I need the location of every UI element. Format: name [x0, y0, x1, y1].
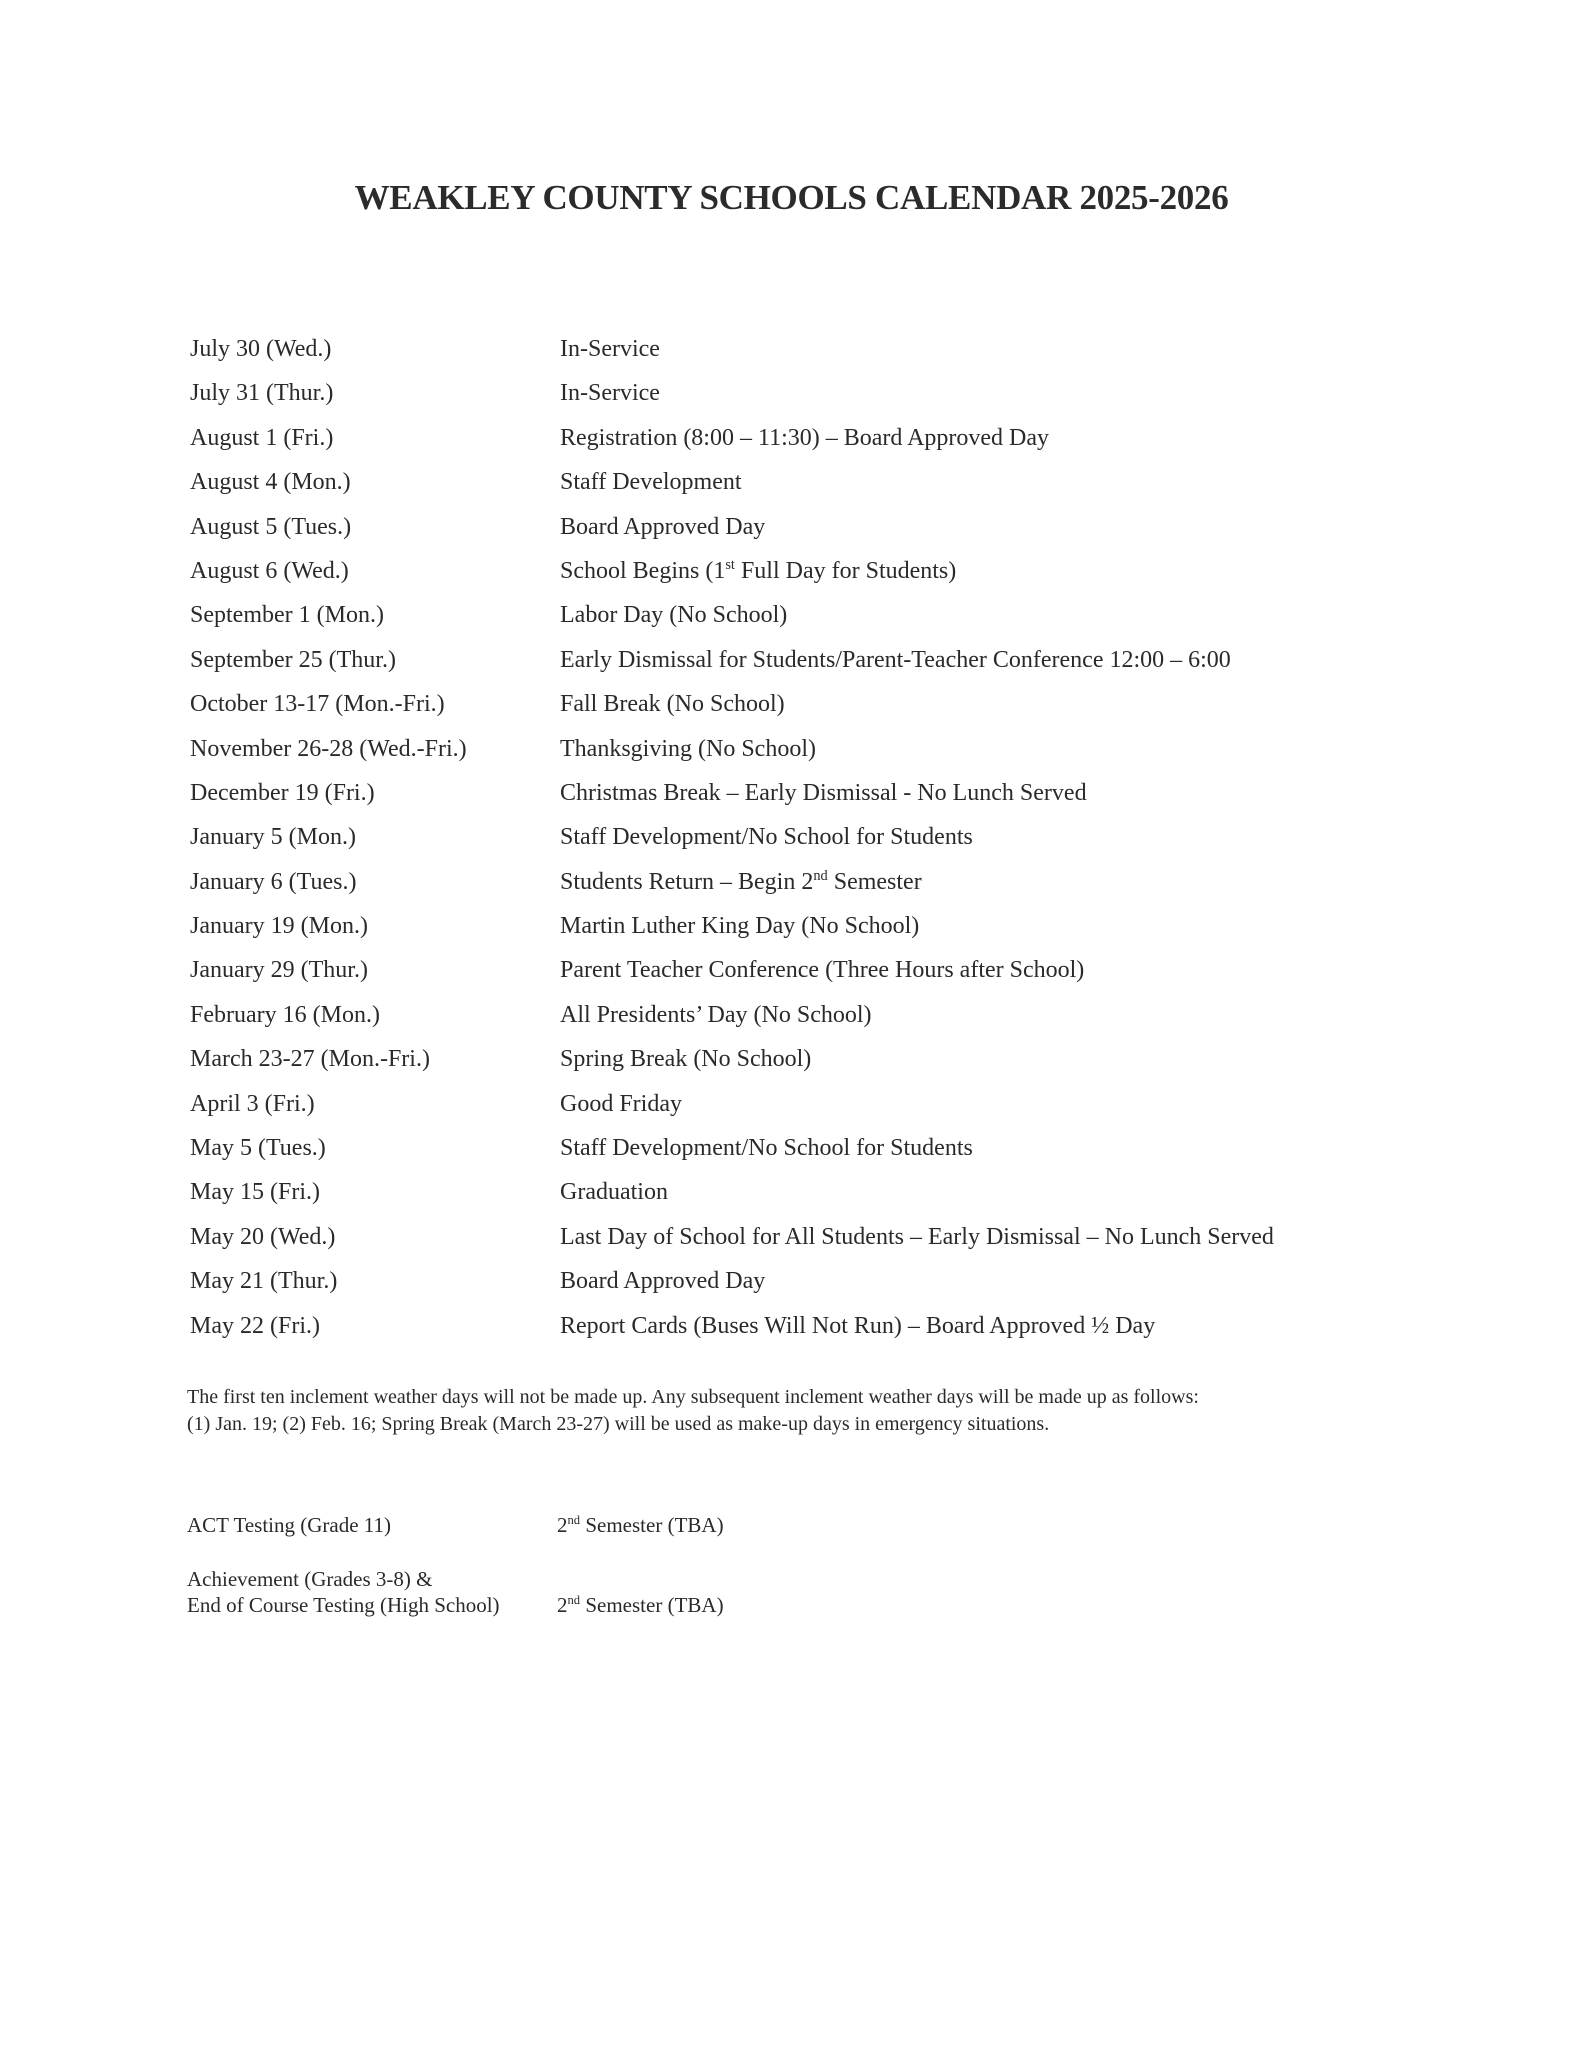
event-description: Parent Teacher Conference (Three Hours after School) — [560, 957, 1085, 984]
calendar-event-row — [0, 736, 1583, 780]
event-date: May 21 (Thur.) — [190, 1268, 338, 1295]
event-date: July 30 (Wed.) — [190, 336, 332, 362]
testing-value-sup: nd — [567, 1513, 581, 1527]
calendar-event-row — [0, 469, 1583, 513]
calendar-event-row — [0, 1313, 1583, 1357]
event-description — [560, 869, 922, 896]
event-date: July 31 (Thur.) — [190, 380, 334, 407]
event-date: August 1 (Fri.) — [190, 424, 334, 451]
events-list — [0, 336, 1583, 1357]
testing-value — [557, 1592, 724, 1619]
event-description: Staff Development — [560, 469, 742, 496]
calendar-event-row — [0, 869, 1583, 913]
event-description: Labor Day (No School) — [560, 602, 788, 629]
event-description: Thanksgiving (No School) — [560, 735, 816, 762]
event-date: August 4 (Mon.) — [190, 469, 351, 496]
event-description-text: Semester — [827, 868, 922, 895]
event-date: December 19 (Fri.) — [190, 779, 375, 806]
event-description: Spring Break (No School) — [560, 1046, 812, 1073]
event-date: May 15 (Fri.) — [190, 1179, 320, 1206]
event-date: January 29 (Thur.) — [190, 957, 368, 984]
note-line-2: (1) Jan. 19; (2) Feb. 16; Spring Break (March 23-27) will be used as make-up days in emergency situations. — [187, 1413, 1050, 1435]
event-description-sup: st — [725, 556, 735, 573]
event-date: October 13-17 (Mon.-Fri.) — [190, 691, 445, 718]
event-description: Board Approved Day — [560, 513, 766, 540]
calendar-event-row — [0, 558, 1583, 602]
event-description: Board Approved Day — [560, 1268, 766, 1295]
testing-value-sup: nd — [567, 1593, 581, 1607]
event-description-text: Students Return – Begin 2 — [560, 868, 814, 895]
event-description: In-Service — [560, 336, 660, 362]
testing-label-line-2: End of Course Testing (High School) — [187, 1593, 500, 1617]
event-description: Fall Break (No School) — [560, 691, 785, 718]
event-date: March 23-27 (Mon.-Fri.) — [190, 1046, 430, 1073]
testing-value-number: 2 — [557, 1513, 568, 1537]
inclement-weather-note — [187, 1384, 1407, 1438]
event-description — [560, 558, 956, 585]
calendar-event-row — [0, 336, 1583, 380]
event-description-text: Full Day for Students) — [734, 557, 957, 584]
calendar-event-row — [0, 780, 1583, 824]
event-date: May 5 (Tues.) — [190, 1135, 326, 1162]
event-date: September 25 (Thur.) — [190, 646, 396, 673]
event-date: January 19 (Mon.) — [190, 913, 368, 940]
event-description: In-Service — [560, 380, 660, 407]
calendar-event-row — [0, 647, 1583, 691]
event-date: May 22 (Fri.) — [190, 1312, 320, 1339]
calendar-event-row — [0, 425, 1583, 469]
testing-value-text: Semester (TBA) — [580, 1593, 724, 1617]
event-description: Registration (8:00 – 11:30) – Board Approved Day — [560, 424, 1050, 451]
testing-value-text: Semester (TBA) — [580, 1513, 724, 1537]
calendar-event-row — [0, 602, 1583, 646]
testing-label: ACT Testing (Grade 11) — [187, 1513, 392, 1537]
note-line-1: The first ten inclement weather days will not be made up. Any subsequent inclement weather days will be made up as follows: — [187, 1386, 1199, 1408]
event-description-sup: nd — [813, 867, 828, 884]
event-description: Graduation — [560, 1179, 668, 1206]
event-description: All Presidents’ Day (No School) — [560, 1001, 872, 1028]
calendar-event-row — [0, 1268, 1583, 1312]
testing-value-number: 2 — [557, 1593, 568, 1617]
calendar-event-row — [0, 1046, 1583, 1090]
calendar-event-row — [0, 824, 1583, 868]
page-title: WEAKLEY COUNTY SCHOOLS CALENDAR 2025-2026 — [354, 178, 1229, 217]
calendar-event-row — [0, 1091, 1583, 1135]
event-date: May 20 (Wed.) — [190, 1223, 336, 1250]
event-description: Staff Development/No School for Students — [560, 1135, 973, 1162]
calendar-event-row — [0, 1002, 1583, 1046]
event-description: Staff Development/No School for Students — [560, 824, 973, 851]
calendar-event-row — [0, 1224, 1583, 1268]
event-description: Christmas Break – Early Dismissal - No Lunch Served — [560, 779, 1087, 806]
event-date: August 6 (Wed.) — [190, 557, 349, 584]
calendar-event-row — [0, 957, 1583, 1001]
calendar-event-row — [0, 380, 1583, 424]
event-description: Good Friday — [560, 1090, 682, 1117]
event-date: November 26-28 (Wed.-Fri.) — [190, 735, 467, 762]
event-description: Report Cards (Buses Will Not Run) – Board Approved ½ Day — [560, 1312, 1156, 1339]
calendar-event-row — [0, 514, 1583, 558]
testing-value — [557, 1512, 724, 1539]
event-date: January 6 (Tues.) — [190, 868, 357, 895]
event-date: January 5 (Mon.) — [190, 824, 356, 851]
event-description-text: School Begins (1 — [560, 557, 726, 584]
event-description: Martin Luther King Day (No School) — [560, 913, 920, 940]
calendar-event-row — [0, 913, 1583, 957]
calendar-event-row — [0, 1135, 1583, 1179]
testing-label-line-1: Achievement (Grades 3-8) & — [187, 1567, 433, 1591]
calendar-event-row — [0, 691, 1583, 735]
event-date: August 5 (Tues.) — [190, 513, 352, 540]
event-date: February 16 (Mon.) — [190, 1001, 380, 1028]
event-date: April 3 (Fri.) — [190, 1090, 315, 1117]
calendar-event-row — [0, 1179, 1583, 1223]
event-description: Early Dismissal for Students/Parent-Teacher Conference 12:00 – 6:00 — [560, 646, 1231, 673]
event-date: September 1 (Mon.) — [190, 602, 384, 629]
event-description: Last Day of School for All Students – Early Dismissal – No Lunch Served — [560, 1223, 1274, 1250]
